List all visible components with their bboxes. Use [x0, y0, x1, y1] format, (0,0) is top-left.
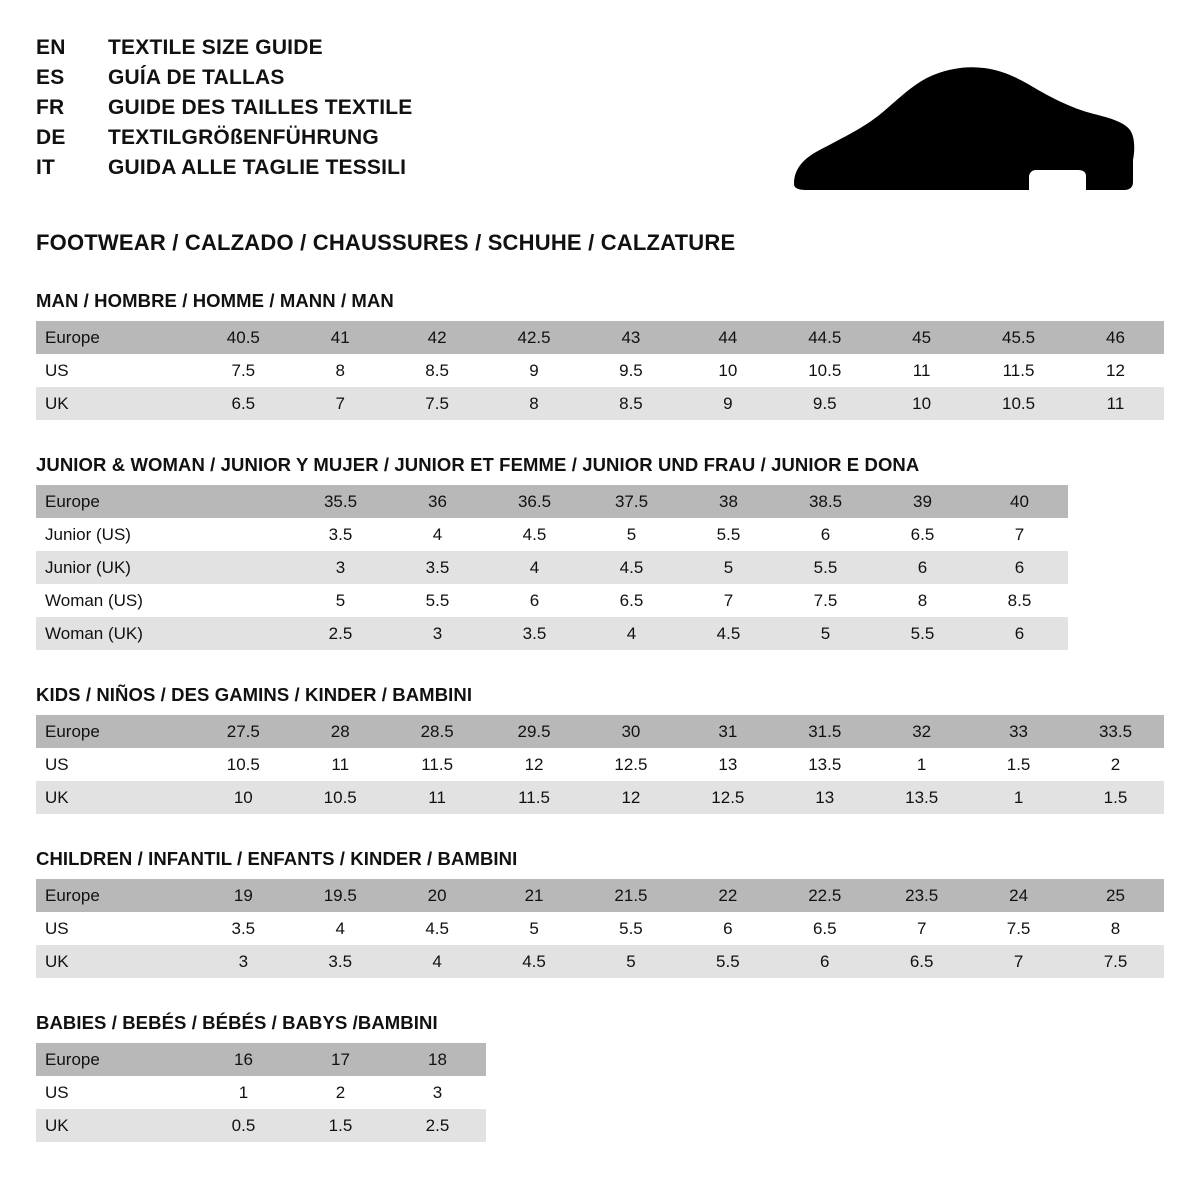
size-cell [195, 617, 292, 650]
row-label: UK [36, 781, 195, 814]
table-row [36, 485, 1068, 518]
size-cell: 3 [389, 617, 486, 650]
size-cell: 43 [582, 321, 679, 354]
size-cell: 12 [486, 748, 583, 781]
size-cell: 22 [679, 879, 776, 912]
size-cell: 42 [389, 321, 486, 354]
size-cell: 5.5 [680, 518, 777, 551]
size-cell: 7.5 [1067, 945, 1164, 978]
table-row [36, 715, 1164, 748]
size-cell: 7 [680, 584, 777, 617]
language-row [36, 126, 412, 150]
size-cell: 7 [292, 387, 389, 420]
size-cell: 7 [970, 945, 1067, 978]
size-cell: 21.5 [583, 879, 680, 912]
size-cell: 4 [486, 551, 583, 584]
size-cell: 11 [873, 354, 970, 387]
language-row [36, 66, 412, 90]
size-cell: 17 [292, 1043, 389, 1076]
size-cell: 8.5 [389, 354, 486, 387]
row-label: Woman (UK) [36, 617, 195, 650]
size-cell: 19.5 [292, 879, 389, 912]
size-cell: 40.5 [195, 321, 292, 354]
section-title: CHILDREN / INFANTIL / ENFANTS / KINDER / BAMBINI [36, 848, 518, 869]
size-cell: 31.5 [776, 715, 873, 748]
table-row [36, 748, 1164, 781]
size-cell: 9 [679, 387, 776, 420]
size-cell: 1 [970, 781, 1067, 814]
table-row [36, 354, 1164, 387]
size-cell: 29.5 [486, 715, 583, 748]
size-cell: 5 [777, 617, 874, 650]
size-section [36, 848, 1164, 978]
size-cell: 3 [389, 1076, 486, 1109]
size-cell: 7.5 [777, 584, 874, 617]
size-cell: 4 [389, 945, 486, 978]
size-cell: 6 [874, 551, 971, 584]
size-cell: 5 [292, 584, 389, 617]
size-cell: 1.5 [970, 748, 1067, 781]
table-row [36, 1043, 486, 1076]
size-cell: 38 [680, 485, 777, 518]
section-title: JUNIOR & WOMAN / JUNIOR Y MUJER / JUNIOR ET FEMME / JUNIOR UND FRAU / JUNIOR E DONA [36, 454, 920, 475]
document-header [36, 36, 1164, 204]
size-table [36, 1043, 486, 1142]
size-cell: 3.5 [292, 945, 389, 978]
size-cell: 27.5 [195, 715, 292, 748]
size-cell: 33.5 [1067, 715, 1164, 748]
table-row [36, 1076, 486, 1109]
size-cell: 21 [486, 879, 583, 912]
size-table [36, 485, 1068, 650]
size-cell: 10 [679, 354, 776, 387]
row-label: Europe [36, 715, 195, 748]
size-cell: 8 [486, 387, 583, 420]
table-row [36, 945, 1164, 978]
size-cell: 37.5 [583, 485, 680, 518]
size-cell: 6.5 [195, 387, 292, 420]
table-row [36, 781, 1164, 814]
table-row [36, 387, 1164, 420]
size-cell: 7.5 [389, 387, 486, 420]
size-cell: 11 [292, 748, 389, 781]
size-cell: 36.5 [486, 485, 583, 518]
size-cell: 1.5 [292, 1109, 389, 1142]
table-row [36, 1109, 486, 1142]
size-cell: 10 [873, 387, 970, 420]
language-title: GUÍA DE TALLAS [108, 66, 285, 89]
table-row [36, 584, 1068, 617]
size-cell: 25 [1067, 879, 1164, 912]
section-title: BABIES / BEBÉS / BÉBÉS / BABYS /BAMBINI [36, 1012, 438, 1033]
size-cell: 11.5 [970, 354, 1067, 387]
size-cell: 32 [873, 715, 970, 748]
size-cell: 3.5 [195, 912, 292, 945]
size-cell: 12.5 [679, 781, 776, 814]
size-cell: 13.5 [873, 781, 970, 814]
size-cell: 35.5 [292, 485, 389, 518]
size-cell: 5 [680, 551, 777, 584]
size-cell: 3.5 [292, 518, 389, 551]
size-cell: 30 [582, 715, 679, 748]
size-table [36, 715, 1164, 814]
size-cell: 10.5 [292, 781, 389, 814]
size-cell: 4.5 [680, 617, 777, 650]
language-code: ES [36, 66, 65, 89]
size-cell: 9.5 [776, 387, 873, 420]
size-cell: 3.5 [389, 551, 486, 584]
size-cell: 4.5 [486, 518, 583, 551]
language-title: GUIDA ALLE TAGLIE TESSILI [108, 156, 407, 179]
row-label: Junior (US) [36, 518, 195, 551]
size-cell: 3 [195, 945, 292, 978]
size-cell: 24 [970, 879, 1067, 912]
table-row [36, 321, 1164, 354]
size-cell: 42.5 [486, 321, 583, 354]
language-code: IT [36, 156, 56, 179]
row-label: US [36, 1076, 195, 1109]
language-row [36, 156, 412, 180]
size-cell: 20 [389, 879, 486, 912]
language-row [36, 36, 412, 60]
table-row [36, 617, 1068, 650]
table-row [36, 518, 1068, 551]
row-label: Woman (US) [36, 584, 195, 617]
size-section [36, 454, 1164, 650]
size-cell: 40 [971, 485, 1068, 518]
size-cell: 6 [486, 584, 583, 617]
size-cell: 13 [679, 748, 776, 781]
size-cell: 13 [776, 781, 873, 814]
size-cell: 5 [583, 945, 680, 978]
language-title: TEXTILGRÖßENFÜHRUNG [108, 126, 379, 149]
size-cell: 2.5 [292, 617, 389, 650]
size-cell [195, 551, 292, 584]
size-cell: 10 [195, 781, 292, 814]
size-cell: 5.5 [583, 912, 680, 945]
size-cell: 1.5 [1067, 781, 1164, 814]
dress-shoe-icon [786, 64, 1136, 204]
language-code: DE [36, 126, 66, 149]
size-cell: 31 [679, 715, 776, 748]
language-title: GUIDE DES TAILLES TEXTILE [108, 96, 413, 119]
size-cell: 2 [292, 1076, 389, 1109]
size-cell: 0.5 [195, 1109, 292, 1142]
size-cell: 8 [1067, 912, 1164, 945]
size-cell: 4 [389, 518, 486, 551]
row-label: Junior (UK) [36, 551, 195, 584]
size-cell: 28 [292, 715, 389, 748]
language-title-list [36, 36, 412, 186]
size-cell: 46 [1067, 321, 1164, 354]
size-cell: 3.5 [486, 617, 583, 650]
size-cell: 5 [486, 912, 583, 945]
size-cell: 9.5 [582, 354, 679, 387]
size-section [36, 684, 1164, 814]
size-cell: 6.5 [776, 912, 873, 945]
row-label: UK [36, 945, 195, 978]
size-cell: 6 [776, 945, 873, 978]
size-cell: 7 [971, 518, 1068, 551]
size-cell [195, 584, 292, 617]
size-cell: 4.5 [389, 912, 486, 945]
row-label: US [36, 354, 195, 387]
size-cell: 3 [292, 551, 389, 584]
size-cell: 18 [389, 1043, 486, 1076]
size-cell: 6.5 [583, 584, 680, 617]
size-section [36, 290, 1164, 420]
size-cell: 10.5 [195, 748, 292, 781]
size-cell: 7.5 [195, 354, 292, 387]
size-cell: 5.5 [389, 584, 486, 617]
size-cell: 23.5 [873, 879, 970, 912]
size-cell: 5 [583, 518, 680, 551]
size-cell: 6 [679, 912, 776, 945]
size-cell: 6.5 [873, 945, 970, 978]
size-cell: 2.5 [389, 1109, 486, 1142]
size-cell: 8 [874, 584, 971, 617]
language-code: EN [36, 36, 66, 59]
size-cell: 5.5 [679, 945, 776, 978]
size-cell: 6 [971, 617, 1068, 650]
size-cell: 8 [292, 354, 389, 387]
row-label: US [36, 748, 195, 781]
size-table [36, 321, 1164, 420]
size-cell: 8.5 [971, 584, 1068, 617]
size-cell: 13.5 [776, 748, 873, 781]
size-cell: 36 [389, 485, 486, 518]
size-cell: 6 [777, 518, 874, 551]
size-table [36, 879, 1164, 978]
size-cell: 11.5 [486, 781, 583, 814]
row-label: Europe [36, 1043, 195, 1076]
language-row [36, 96, 412, 120]
row-label: US [36, 912, 195, 945]
table-row [36, 879, 1164, 912]
size-cell: 1 [195, 1076, 292, 1109]
section-title: MAN / HOMBRE / HOMME / MANN / MAN [36, 290, 394, 311]
size-cell: 39 [874, 485, 971, 518]
size-cell: 22.5 [776, 879, 873, 912]
category-heading: FOOTWEAR / CALZADO / CHAUSSURES / SCHUHE / CALZATURE [36, 230, 736, 255]
size-section [36, 1012, 1164, 1142]
size-cell: 4.5 [583, 551, 680, 584]
size-cell: 19 [195, 879, 292, 912]
language-code: FR [36, 96, 65, 119]
size-cell: 38.5 [777, 485, 874, 518]
size-cell: 45.5 [970, 321, 1067, 354]
section-title: KIDS / NIÑOS / DES GAMINS / KINDER / BAMBINI [36, 684, 473, 705]
row-label: Europe [36, 485, 195, 518]
size-cell: 44 [679, 321, 776, 354]
size-cell: 4 [583, 617, 680, 650]
size-cell: 10.5 [776, 354, 873, 387]
size-cell: 11 [1067, 387, 1164, 420]
table-row [36, 551, 1068, 584]
size-cell: 1 [873, 748, 970, 781]
size-tables-container [36, 290, 1164, 1142]
size-cell: 44.5 [776, 321, 873, 354]
table-row [36, 912, 1164, 945]
size-cell: 7 [873, 912, 970, 945]
size-cell: 10.5 [970, 387, 1067, 420]
size-cell: 6.5 [874, 518, 971, 551]
size-cell: 16 [195, 1043, 292, 1076]
size-cell: 33 [970, 715, 1067, 748]
size-cell: 11.5 [389, 748, 486, 781]
row-label: Europe [36, 879, 195, 912]
size-cell [195, 485, 292, 518]
row-label: UK [36, 387, 195, 420]
size-cell: 7.5 [970, 912, 1067, 945]
row-label: UK [36, 1109, 195, 1142]
size-cell [195, 518, 292, 551]
size-cell: 9 [486, 354, 583, 387]
size-cell: 4.5 [486, 945, 583, 978]
size-cell: 4 [292, 912, 389, 945]
size-cell: 28.5 [389, 715, 486, 748]
size-cell: 12 [582, 781, 679, 814]
size-cell: 8.5 [582, 387, 679, 420]
size-cell: 45 [873, 321, 970, 354]
language-title: TEXTILE SIZE GUIDE [108, 36, 323, 59]
size-cell: 11 [389, 781, 486, 814]
size-cell: 12 [1067, 354, 1164, 387]
size-cell: 2 [1067, 748, 1164, 781]
size-cell: 6 [971, 551, 1068, 584]
size-cell: 5.5 [777, 551, 874, 584]
row-label: Europe [36, 321, 195, 354]
size-cell: 12.5 [582, 748, 679, 781]
size-cell: 41 [292, 321, 389, 354]
size-cell: 5.5 [874, 617, 971, 650]
